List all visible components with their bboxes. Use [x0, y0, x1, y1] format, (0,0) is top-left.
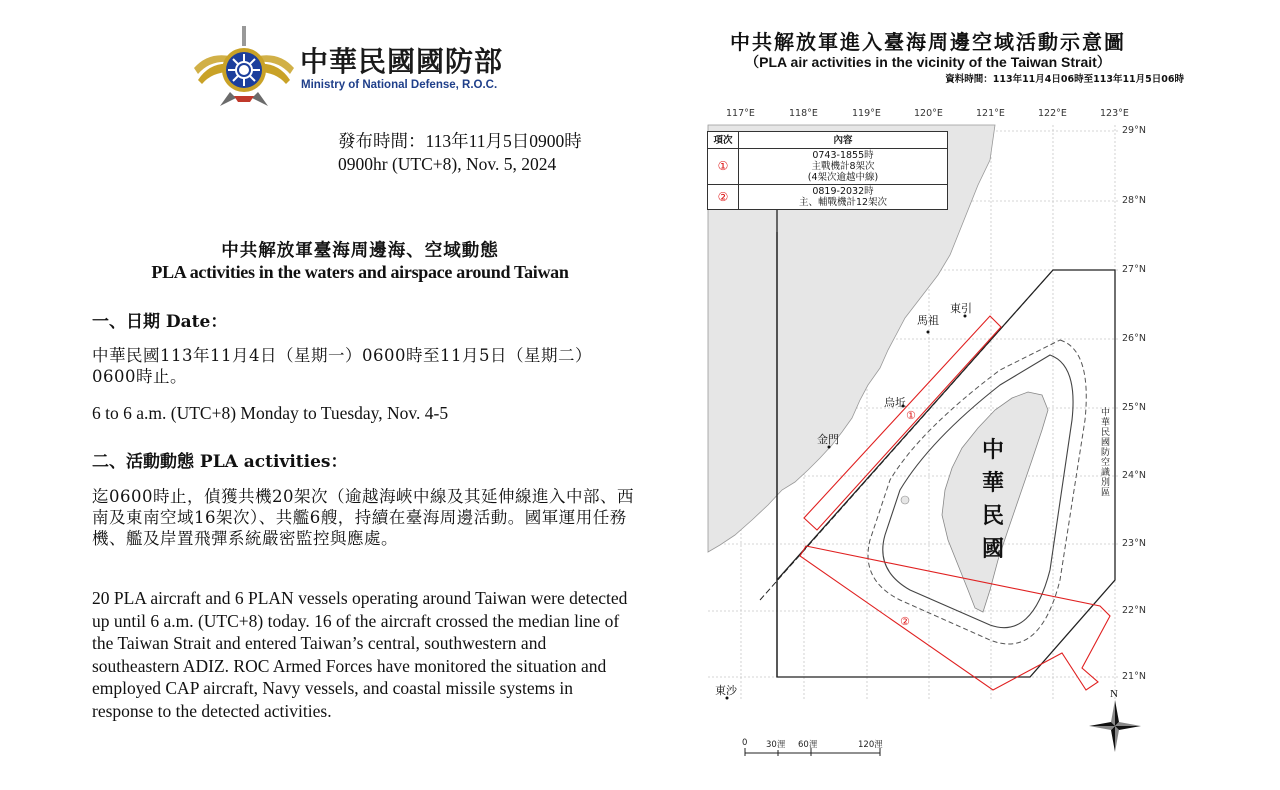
- activities-paragraph-en: 20 PLA aircraft and 6 PLAN vessels operating around Taiwan were detected up until 6 a.m. (UTC+8) today. 16 of the aircraft crossed the median line of the Taiwan Strait and entered Taiwan’s central, southwestern and southeastern ADIZ. ROC Armed Forces have monitored the situation and employed CAP aircraft, Navy vessels, and coastal missile systems in response to the detected activities.: [92, 588, 628, 721]
- north-label: N: [1110, 688, 1118, 700]
- release-time-en: 0900hr (UTC+8), Nov. 5, 2024: [338, 154, 557, 174]
- scale-label: 0: [742, 738, 748, 748]
- legend-row-time: 0743-1855時: [812, 150, 874, 161]
- activities-section-heading: 二、活動動態 PLA activities：: [92, 452, 348, 472]
- legend-row-desc: 主、輔戰機計12架次: [798, 197, 888, 208]
- place-wuqiu: 烏坵: [884, 396, 906, 409]
- latitude-label: 29°N: [1122, 125, 1146, 136]
- legend-row: [708, 185, 948, 210]
- ministry-name-zh: 中華民國國防部: [300, 45, 504, 78]
- adiz-label: 中華民國防空識別區: [1101, 408, 1111, 498]
- mnd-emblem-icon: [190, 22, 298, 108]
- legend-row-number: ②: [708, 185, 739, 210]
- document-title-en: PLA activities in the waters and airspace around Taiwan: [151, 262, 569, 282]
- activity-zone-2: [800, 546, 1110, 690]
- longitude-label: 117°E: [726, 108, 755, 119]
- scale-label: 30浬: [766, 740, 786, 750]
- release-time-zh: 發布時間：113年11月5日0900時: [338, 131, 582, 151]
- legend-col-item: 項次: [708, 132, 739, 149]
- legend-row-desc-note: (4架次逾越中線): [807, 172, 879, 183]
- legend-row-desc: 主戰機計8架次: [811, 161, 875, 172]
- latitude-label: 25°N: [1122, 402, 1146, 413]
- taiwan-label-char: 民: [981, 503, 1004, 529]
- scale-label: 60浬: [798, 740, 818, 750]
- legend-row-number: ①: [708, 149, 739, 185]
- legend-row-time: 0819-2032時: [812, 186, 874, 197]
- longitude-label: 121°E: [976, 108, 1005, 119]
- longitude-label: 122°E: [1038, 108, 1067, 119]
- place-dongyin: 東引: [950, 302, 972, 315]
- latitude-label: 27°N: [1122, 264, 1146, 275]
- longitude-label: 119°E: [852, 108, 881, 119]
- latitude-label: 24°N: [1122, 470, 1146, 481]
- legend-table: [707, 131, 948, 210]
- compass-north-arrow-icon: [1089, 700, 1141, 752]
- longitude-label: 118°E: [789, 108, 818, 119]
- scale-label: 120浬: [858, 740, 883, 750]
- legend-col-content: 內容: [739, 132, 948, 149]
- date-section-heading: 一、日期 Date：: [92, 312, 228, 332]
- place-kinmen: 金門: [817, 433, 839, 446]
- legend-row: [708, 149, 948, 185]
- date-paragraph-zh: 中華民國113年11月4日（星期一）0600時至11月5日（星期二）0600時止。: [92, 346, 592, 386]
- activities-paragraph-zh: 迄0600時止，偵獲共機20架次（逾越海峽中線及其延伸線進入中部、西南及東南空域16架次）、共艦6艘，持續在臺海周邊活動。國軍運用任務機、艦及岸置飛彈系統嚴密監控與應處。: [92, 487, 634, 548]
- longitude-label: 123°E: [1100, 108, 1129, 119]
- taiwan-label-char: 國: [981, 536, 1004, 562]
- latitude-label: 26°N: [1122, 333, 1146, 344]
- route-label-2: ②: [900, 615, 910, 628]
- latitude-label: 28°N: [1122, 195, 1146, 206]
- taiwan-label-char: 華: [981, 470, 1004, 496]
- ministry-name-en: Ministry of National Defense, R.O.C.: [301, 79, 498, 91]
- latitude-label: 23°N: [1122, 538, 1146, 549]
- route-label-1: ①: [906, 409, 916, 422]
- map-title-zh: 中共解放軍進入臺海周邊空域活動示意圖: [730, 30, 1126, 54]
- place-matsu: 馬祖: [917, 314, 939, 327]
- document-title-zh: 中共解放軍臺海周邊海、空域動態: [221, 241, 499, 261]
- taiwan-label-char: 中: [981, 437, 1004, 463]
- date-paragraph-en: 6 to 6 a.m. (UTC+8) Monday to Tuesday, Nov. 4-5: [92, 403, 449, 423]
- map-title-en: （PLA air activities in the vicinity of the Taiwan Strait）: [745, 54, 1111, 70]
- latitude-label: 21°N: [1122, 671, 1146, 682]
- data-period: 資料時間：113年11月4日06時至113年11月5日06時: [945, 74, 1184, 85]
- place-dongsha: 東沙: [715, 684, 737, 697]
- latitude-label: 22°N: [1122, 605, 1146, 616]
- longitude-label: 120°E: [914, 108, 943, 119]
